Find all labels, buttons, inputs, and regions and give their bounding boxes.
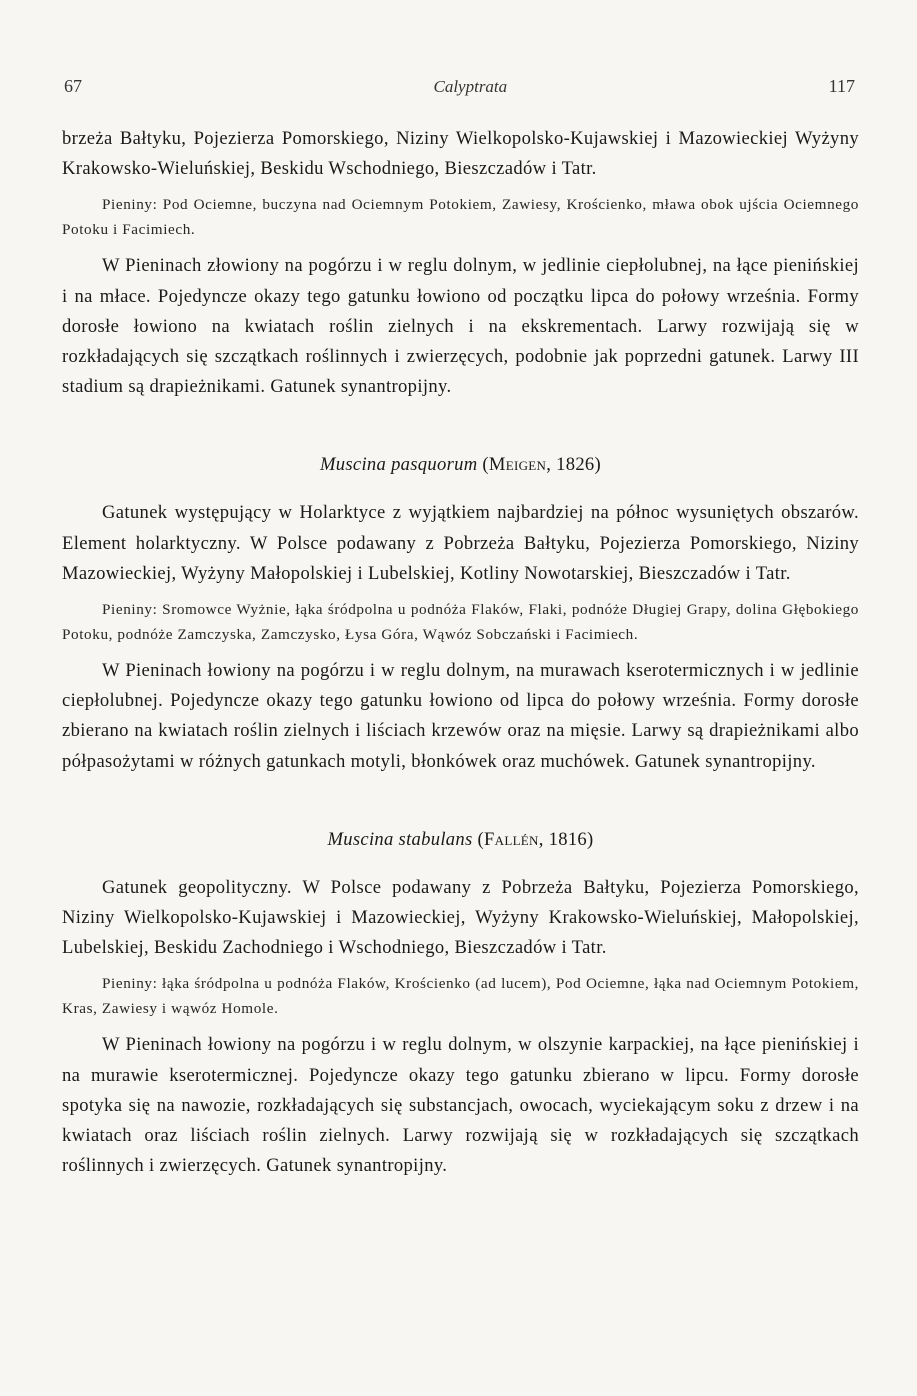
species-heading-muscina-pasquorum [62, 450, 859, 480]
running-head [62, 76, 859, 97]
localities-paragraph: Pieniny: łąka śródpolna u podnóża Flaków, Krościenko (ad lucem), Pod Ociemne, łąka nad Ociemnym Potokiem, Kras, Zawiesy i wąwóz Homole. [62, 975, 859, 1017]
continued-paragraph: brzeża Bałtyku, Pojezierza Pomorskiego, Niziny Wielkopolsko-Kujawskiej i Mazowieckiej Wyżyny Krakowsko-Wieluńskiej, Beskidu Wschodniego, Bieszczadów i Tatr. [62, 128, 859, 180]
species-year: , 1816) [538, 828, 594, 850]
species-year: , 1826) [546, 454, 602, 476]
left-page-number: 67 [64, 76, 82, 96]
running-title: Calyptrata [433, 77, 508, 96]
ecology-paragraph: W Pieninach łowiony na pogórzu i w reglu dolnym, na murawach kserotermicznych i w jedlinie ciepłolubnej. Pojedyncze okazy tego gatunku łowiono od lipca do połowy września. Formy dorosłe zbierano na kwiatach roślin zielnych i liściach krzewów oraz na mięsie. Larwy są drapieżnikami albo półpasożytami w różnych gatunkach motyli, błonkówek oraz muchówek. Gatunek synantropijny. [62, 660, 859, 772]
ecology-paragraph: W Pieninach łowiony na pogórzu i w reglu dolnym, w olszynie karpackiej, na łące pienińskiej i na murawie kserotermicznej. Pojedyncze okazy tego gatunku zbierano w lipcu. Formy dorosłe spotyka się na nawozie, rozkładających się substancjach, owocach, wyciekającym soku z drzew i na kwiatach oraz liściach roślin zielnych. Larwy rozwijają się w rozkładających się szczątkach roślinnych i zwierzęcych. Gatunek synantropijny. [62, 1034, 859, 1177]
ecology-paragraph: W Pieninach złowiony na pogórzu i w reglu dolnym, w jedlinie ciepłolubnej, na łące pienińskiej i na młace. Pojedyncze okazy tego gatunku łowiono od początku lipca do połowy września. Formy dorosłe łowiono na kwiatach roślin zielnych i na ekskrementach. Larwy rozwijają się w rozkładających się szczątkach roślinnych i zwierzęcych, podobnie jak poprzedni gatunek. Larwy III stadium są drapieżnikami. Gatunek synantropijny. [62, 255, 859, 398]
species-heading-muscina-stabulans [62, 825, 859, 855]
body-text [62, 124, 859, 1181]
species-author: Meigen [488, 454, 547, 476]
species-latin-name: Muscina stabulans [327, 828, 473, 850]
localities-paragraph: Pieniny: Sromowce Wyżnie, łąka śródpolna u podnóża Flaków, Flaki, podnóże Długiej Grapy, dolina Głębokiego Potoku, podnóże Zamczyska, Zamczysko, Łysa Góra, Wąwóz Sobczański i Facimiech. [62, 601, 859, 643]
distribution-paragraph: Gatunek występujący w Holarktyce z wyjątkiem najbardziej na północ wysuniętych obszarów. Element holarktyczny. W Polsce podawany z Pobrzeża Bałtyku, Pojezierza Pomorskiego, Niziny Mazowieckiej, Wyżyny Małopolskiej i Lubelskiej, Kotliny Nowotarskiej, Bieszczadów i Tatr. [62, 502, 859, 584]
localities-paragraph: Pieniny: Pod Ociemne, buczyna nad Ociemnym Potokiem, Zawiesy, Krościenko, mława obok ujścia Ociemnego Potoku i Facimiech. [62, 196, 859, 238]
species-latin-name: Muscina pasquorum [319, 454, 478, 476]
author-open: ( [482, 454, 489, 476]
distribution-paragraph: Gatunek geopolityczny. W Polsce podawany z Pobrzeża Bałtyku, Pojezierza Pomorskiego, Niziny Wielkopolsko-Kujawskiej i Mazowieckiej, Wyżyny Krakowsko-Wieluńskiej, Małopolskiej, Lubelskiej, Beskidu Zachodniego i Wschodniego, Bieszczadów i Tatr. [62, 876, 859, 959]
page-number: 117 [828, 76, 855, 96]
author-open: ( [477, 828, 484, 850]
species-author: Fallén [484, 828, 539, 850]
